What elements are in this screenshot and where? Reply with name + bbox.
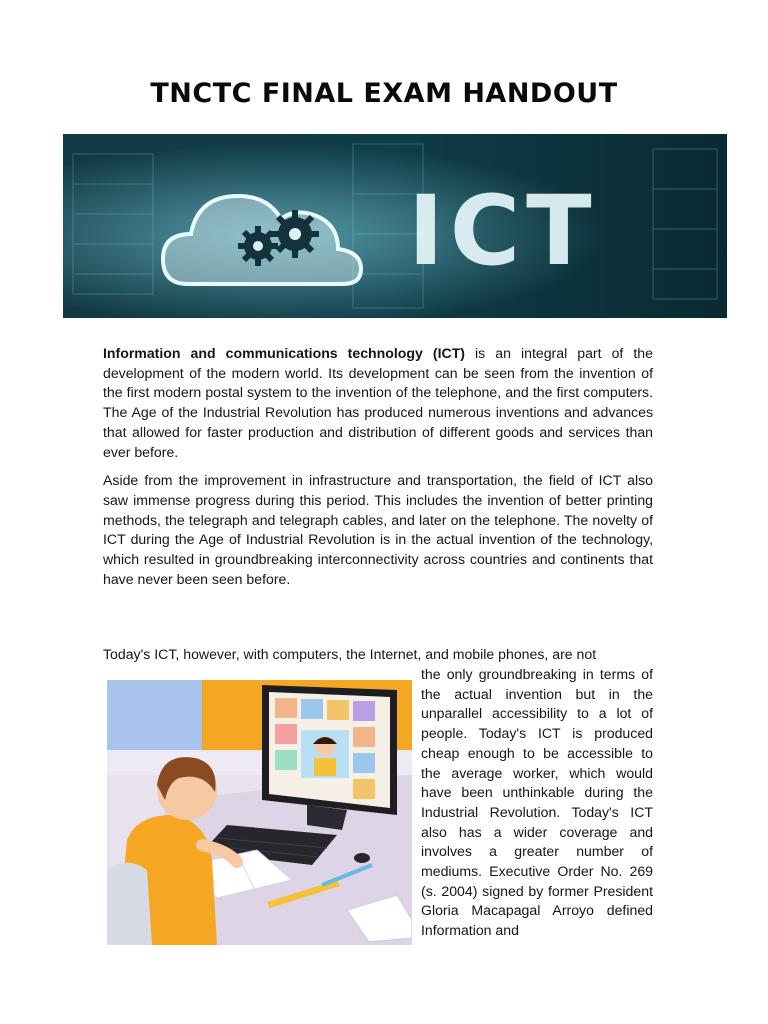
- page-title: TNCTC FINAL EXAM HANDOUT: [150, 78, 618, 109]
- mouse-icon: [354, 853, 370, 863]
- paragraph-3-lead: Today's ICT, however, with computers, the Internet, and mobile phones, are not: [103, 646, 597, 662]
- banner-ict-text: ICT: [408, 175, 598, 287]
- ict-banner: [63, 134, 727, 318]
- online-class-illustration: [107, 680, 412, 945]
- body-paragraphs: [103, 344, 653, 598]
- paragraph-1: Information and communications technology (ICT) is an integral part of the development of the modern world. Its development can be seen from the invention of the first modern postal system to the invention of the telephone, and the first computers. The Age of the Industrial Revolution has produced numerous inventions and advances that allowed for faster production and distribution of different goods and services than ever before.: [103, 345, 653, 460]
- paragraph-3-wrapped: the only groundbreaking in terms of the actual invention but in the unparallel accessibility to a lot of people. Today's ICT is produced cheap enough to be accessible to the average worker, which would have been unthinkable during the Industrial Revolution. Today's ICT also has a wider coverage and involves a greater number of mediums. Executive Order No. 269 (s. 2004) signed by former President Gloria Macapagal Arroyo defined Information and: [421, 666, 653, 939]
- ict-banner-graphic: [63, 134, 727, 318]
- paragraph-2: Aside from the improvement in infrastructure and transportation, the field of ICT also saw immense progress during this period. This includes the invention of better printing methods, the telegraph and telegraph cables, and later on the telephone. The novelty of ICT during the Age of Industrial Revolution is in the actual invention of the technology, which resulted in groundbreaking interconnectivity across countries and continents that have never been seen before.: [103, 472, 653, 587]
